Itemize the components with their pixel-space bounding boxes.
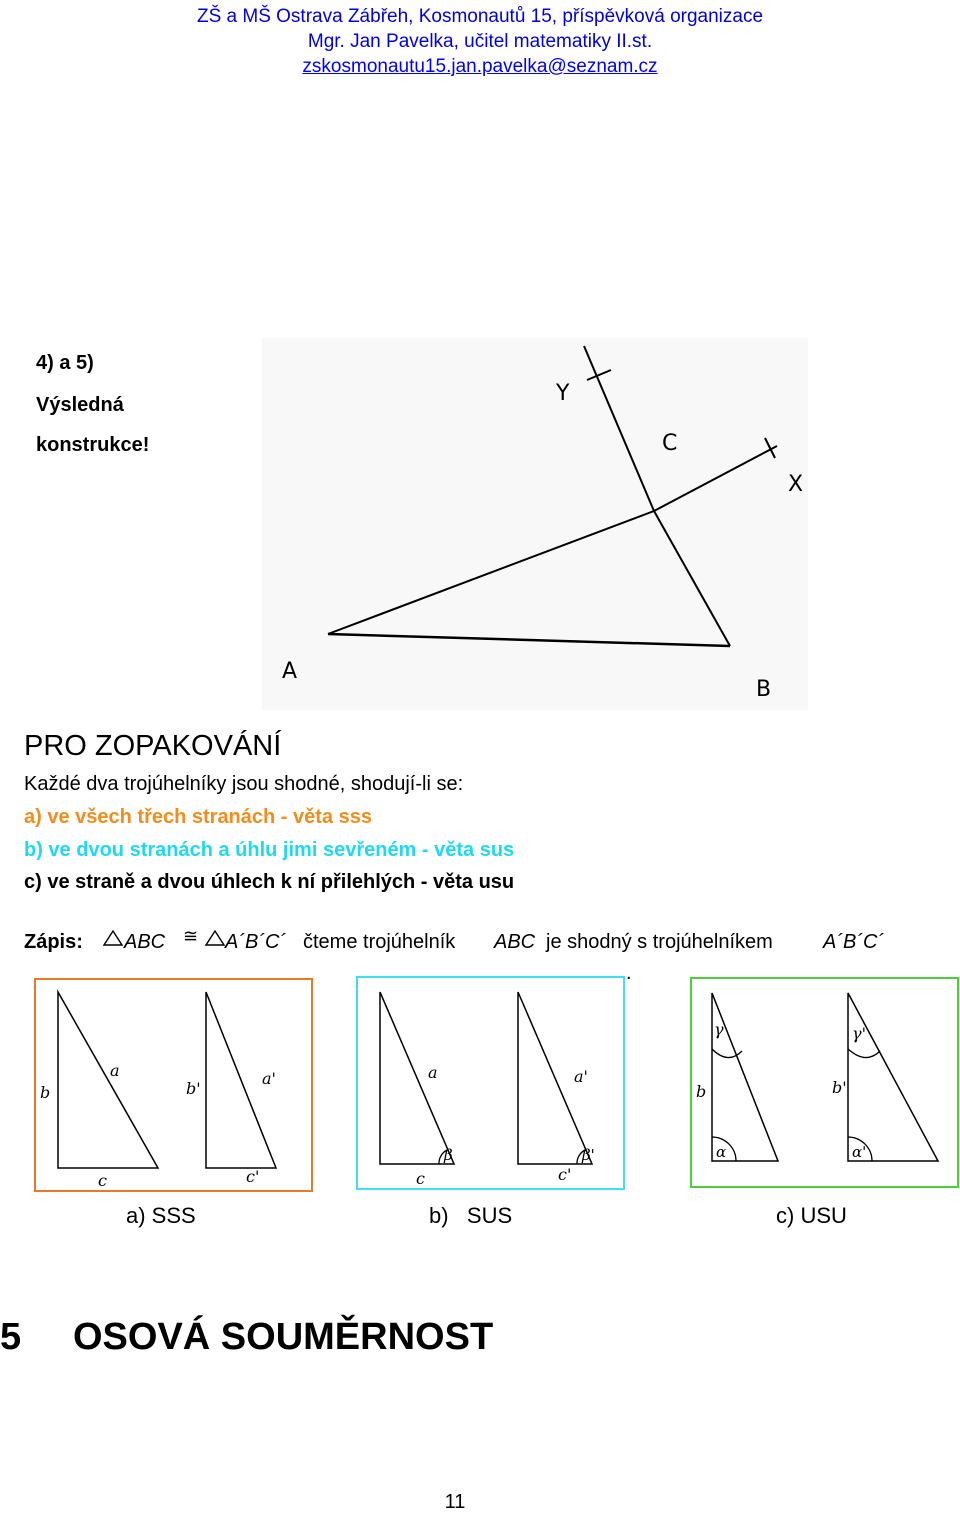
header-school: ZŠ a MŠ Ostrava Zábřeh, Kosmonautů 15, příspěvková organizace bbox=[196, 6, 764, 27]
label-x: X bbox=[788, 472, 804, 497]
page-number: 11 bbox=[444, 1491, 466, 1513]
figure-usu-frame bbox=[690, 977, 959, 1188]
notation-label: Zápis: bbox=[24, 931, 83, 953]
triangle-symbol-icon-2 bbox=[205, 930, 225, 946]
sus-label-beta-prime: β' bbox=[582, 1146, 595, 1164]
sus-label-c-prime: c' bbox=[558, 1165, 572, 1184]
construction-note-result: Výsledná bbox=[36, 394, 124, 416]
notation-abc: ABC bbox=[124, 931, 166, 953]
sss-label-b-prime: b' bbox=[186, 1079, 201, 1098]
sss-label-b: b bbox=[40, 1083, 51, 1102]
caption-sss: a) SSS bbox=[126, 1203, 196, 1228]
usu-label-gamma: γ bbox=[714, 1020, 724, 1039]
review-heading: PRO ZOPAKOVÁNÍ bbox=[24, 730, 282, 762]
caption-usu: c) USU bbox=[776, 1203, 847, 1228]
sss-label-c-prime: c' bbox=[246, 1167, 260, 1186]
sus-label-beta: β bbox=[444, 1146, 453, 1164]
notation-abc-2: ABC bbox=[494, 931, 536, 953]
sss-label-c: c bbox=[98, 1171, 107, 1190]
section-number: 5 bbox=[0, 1316, 22, 1358]
figure-sus-frame bbox=[356, 976, 625, 1190]
rule-sss: a) ve všech třech stranách - věta sss bbox=[24, 806, 372, 828]
notation-period: . bbox=[626, 962, 632, 984]
figure-sss-frame bbox=[34, 978, 313, 1192]
congruence-symbol: ≅ bbox=[183, 926, 199, 946]
usu-label-alpha: α bbox=[716, 1143, 727, 1161]
notation-read-text: čteme trojúhelník bbox=[303, 931, 456, 953]
rule-usu: c) ve straně a dvou úhlech k ní přilehlých - věta usu bbox=[24, 871, 515, 893]
label-c: C bbox=[662, 431, 678, 456]
header-email-link[interactable]: zskosmonautu15.jan.pavelka@seznam.cz bbox=[302, 56, 658, 77]
caption-sus: b) SUS bbox=[429, 1203, 513, 1228]
notation-abc-prime-2: A´B´C´ bbox=[823, 931, 885, 953]
usu-label-b-prime: b' bbox=[832, 1078, 847, 1097]
section-title: OSOVÁ SOUMĚRNOST bbox=[73, 1316, 494, 1358]
rule-sus: b) ve dvou stranách a úhlu jimi sevřeném - věta sus bbox=[24, 839, 515, 861]
construction-note-steps: 4) a 5) bbox=[36, 352, 94, 374]
figure-sss bbox=[36, 980, 311, 1190]
triangle-symbol-icon bbox=[103, 930, 123, 946]
usu-label-alpha-prime: α' bbox=[852, 1143, 867, 1161]
usu-label-b: b bbox=[696, 1082, 707, 1101]
sss-label-a: a bbox=[110, 1061, 120, 1080]
figure-usu bbox=[692, 979, 957, 1186]
label-y: Y bbox=[556, 381, 570, 406]
label-b: B bbox=[756, 677, 772, 702]
header-teacher: Mgr. Jan Pavelka, učitel matematiky II.st. bbox=[307, 31, 653, 52]
sus-label-a: a bbox=[428, 1063, 438, 1082]
sus-label-a-prime: a' bbox=[574, 1067, 588, 1086]
figure-sus bbox=[358, 978, 623, 1188]
sss-label-a-prime: a' bbox=[262, 1069, 276, 1088]
notation-read-text-2: je shodný s trojúhelníkem bbox=[546, 931, 773, 953]
sus-label-c: c bbox=[416, 1169, 425, 1188]
usu-label-gamma-prime: γ' bbox=[852, 1024, 866, 1043]
review-intro: Každé dva trojúhelníky jsou shodné, shodují-li se: bbox=[24, 773, 464, 795]
label-a: A bbox=[282, 659, 298, 684]
notation-abc-prime: A´B´C´ bbox=[225, 931, 287, 953]
construction-figure bbox=[262, 338, 808, 710]
construction-note-construction: konstrukce! bbox=[36, 434, 150, 456]
